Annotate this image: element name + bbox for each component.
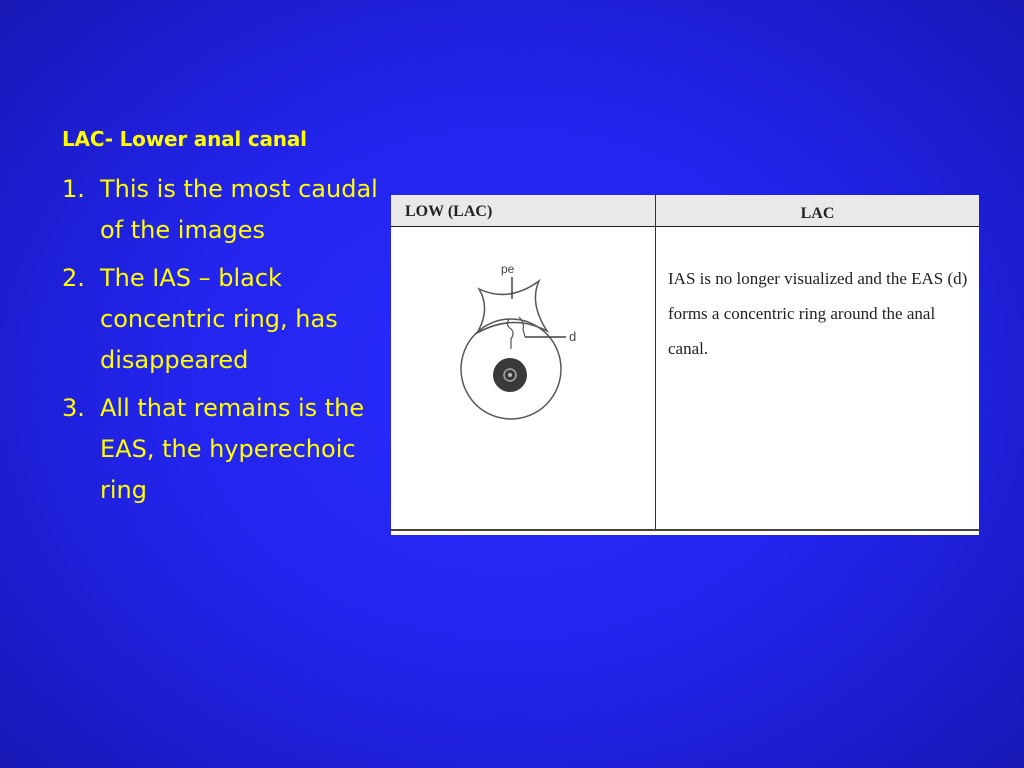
list-item	[62, 258, 382, 381]
pe-label: pe	[501, 262, 515, 276]
figure-column-divider	[655, 195, 656, 530]
figure-bottom-border	[391, 529, 979, 531]
list-item-number: 1.	[62, 175, 85, 203]
list-item-text: All that remains is the EAS, the hyperechoic ring	[100, 394, 365, 504]
bullet-list	[62, 169, 382, 518]
list-item	[62, 169, 382, 251]
list-item	[62, 388, 382, 511]
figure-header	[391, 195, 979, 227]
list-item-text: The IAS – black concentric ring, has disappeared	[100, 264, 338, 374]
list-item-text: This is the most caudal of the images	[100, 175, 378, 244]
figure-header-right: LAC	[800, 205, 835, 222]
figure-description: IAS is no longer visualized and the EAS (d) forms a concentric ring around the anal canal.	[668, 269, 968, 358]
anal-canal-diagram	[451, 259, 601, 429]
figure-header-left: LOW (LAC)	[405, 203, 493, 220]
d-label: d	[569, 329, 577, 344]
slide-title: LAC- Lower anal canal	[62, 127, 307, 151]
list-item-number: 2.	[62, 264, 85, 292]
anatomy-figure	[391, 195, 979, 535]
anal-canal-dot	[508, 373, 512, 377]
list-item-number: 3.	[62, 394, 85, 422]
